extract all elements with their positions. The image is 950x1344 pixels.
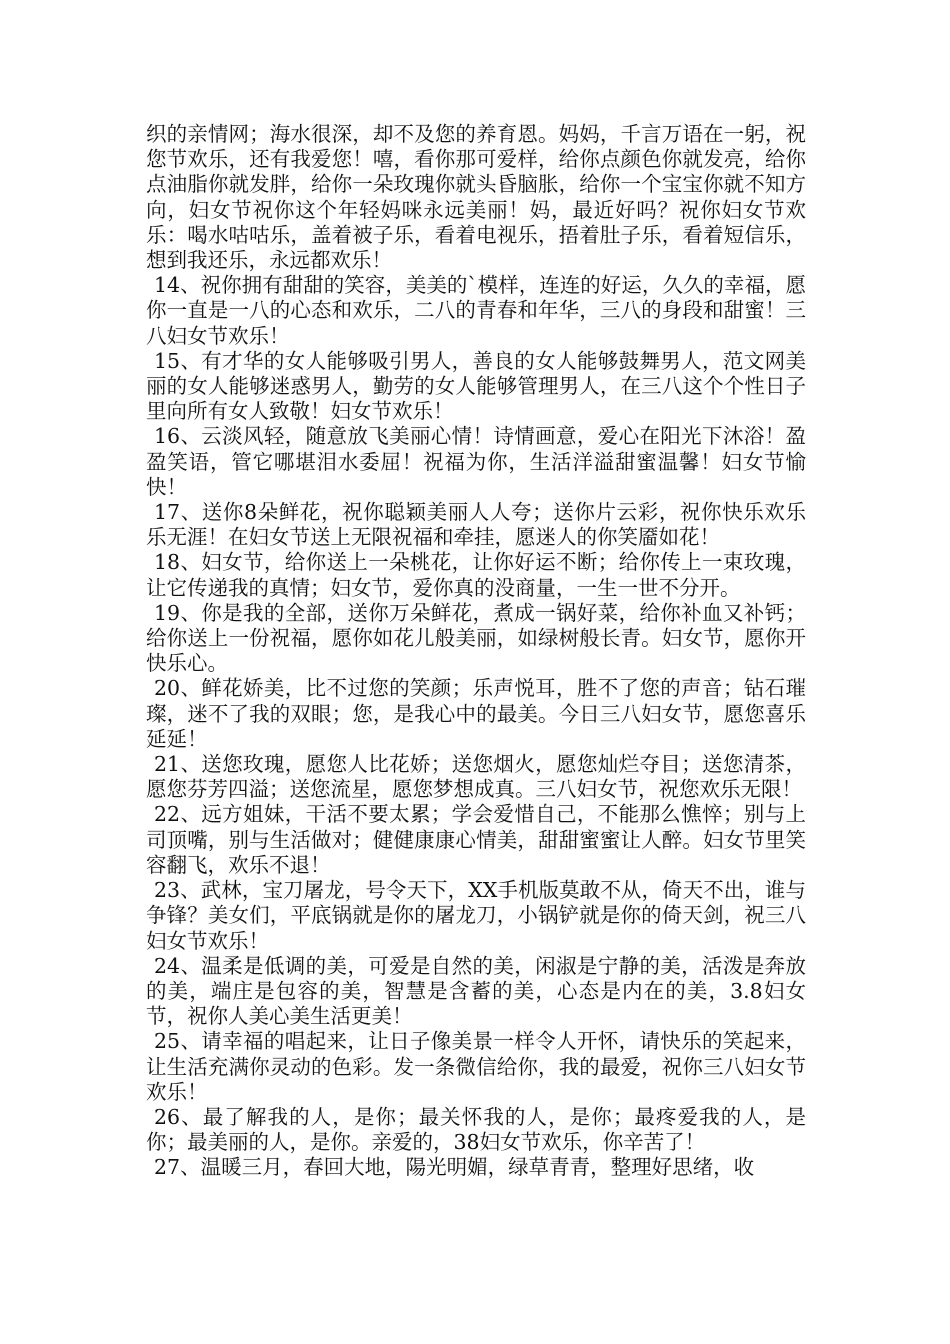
paragraph-26: 26、最了解我的人，是你；最关怀我的人，是你；最疼爱我的人，是你；最美丽的人，是你。亲爱的，38妇女节欢乐，你辛苦了！ [146,1104,806,1155]
paragraph-24: 24、温柔是低调的美，可爱是自然的美，闲淑是宁静的美，活泼是奔放的美，端庄是包容的美，智慧是含蓄的美，心态是内在的美，3.8妇女节，祝你人美心美生活更美！ [146,953,806,1029]
paragraph-22: 22、远方姐妹，干活不要太累；学会爱惜自己，不能那么憔悴；别与上司顶嘴，别与生活做对；健健康康心情美，甜甜蜜蜜让人醉。妇女节里笑容翻飞，欢乐不退！ [146,802,806,877]
paragraph-15: 15、有才华的女人能够吸引男人，善良的女人能够鼓舞男人，范文网美丽的女人能够迷惑男人，勤劳的女人能够管理男人，在三八这个个性日子里向所有女人致敬！妇女节欢乐！ [146,348,806,424]
paragraph-16: 16、云淡风轻，随意放飞美丽心情！诗情画意，爱心在阳光下沐浴！盈盈笑语，管它哪堪泪水委屈！祝福为你，生活洋溢甜蜜温馨！妇女节愉快！ [146,424,806,499]
paragraph-18: 18、妇女节，给你送上一朵桃花，让你好运不断；给你传上一束玫瑰，让它传递我的真情；妇女节，爱你真的没商量，一生一世不分开。 [146,550,806,600]
paragraph-27: 27、温暖三月，春回大地，陽光明媚，绿草青青，整理好思绪，收 [154,1155,755,1180]
paragraph-20: 20、鲜花娇美，比不过您的笑颜；乐声悦耳，胜不了您的声音；钻石璀璨，迷不了我的双眼；您，是我心中的最美。今日三八妇女节，愿您喜乐延延！ [146,676,806,751]
paragraph-19: 19、你是我的全部，送你万朵鲜花，煮成一锅好菜，给你补血又补钙；给你送上一份祝福，愿你如花儿般美丽，如绿树般长青。妇女节，愿你开快乐心。 [146,600,806,676]
paragraph-25: 25、请幸福的唱起来，让日子像美景一样令人开怀，请快乐的笑起来，让生活充满你灵动的色彩。发一条微信给你，我的最爱，祝你三八妇女节欢乐！ [146,1029,806,1104]
document-body [146,122,806,1181]
paragraph-23: 23、武林，宝刀屠龙，号令天下，XX手机版莫敢不从，倚天不出，谁与争锋？美女们，平底锅就是你的屠龙刀，小锅铲就是你的倚天剑，祝三八妇女节欢乐！ [146,878,806,953]
paragraph-14: 14、祝你拥有甜甜的笑容，美美的`模样，连连的好运，久久的幸福，愿你一直是一八的心态和欢乐，二八的青春和年华，三八的身段和甜蜜！三八妇女节欢乐！ [146,273,806,348]
paragraph-17: 17、送你8朵鲜花，祝你聪颖美丽人人夸；送你片云彩，祝你快乐欢乐乐无涯！在妇女节送上无限祝福和牵挂，愿迷人的你笑靥如花！ [146,500,806,550]
paragraph-continued: 织的亲情网；海水很深，却不及您的养育恩。妈妈，千言万语在一躬，祝您节欢乐，还有我爱您！嘻，看你那可爱样，给你点颜色你就发亮，给你点油脂你就发胖，给你一朵玫瑰你就头昏脑胀，给你一个宝宝你就不知方向，妇女节祝你这个年轻妈咪永远美丽！妈，最近好吗？祝你妇女节欢乐：喝水咕咕乐，盖着被子乐，看着电视乐，捂着肚子乐，看着短信乐，想到我还乐，永远都欢乐！ [146,122,806,273]
paragraph-21: 21、送您玫瑰，愿您人比花娇；送您烟火，愿您灿烂夺目；送您清茶，愿您芬芳四溢；送您流星，愿您梦想成真。三八妇女节，祝您欢乐无限！ [146,752,806,802]
